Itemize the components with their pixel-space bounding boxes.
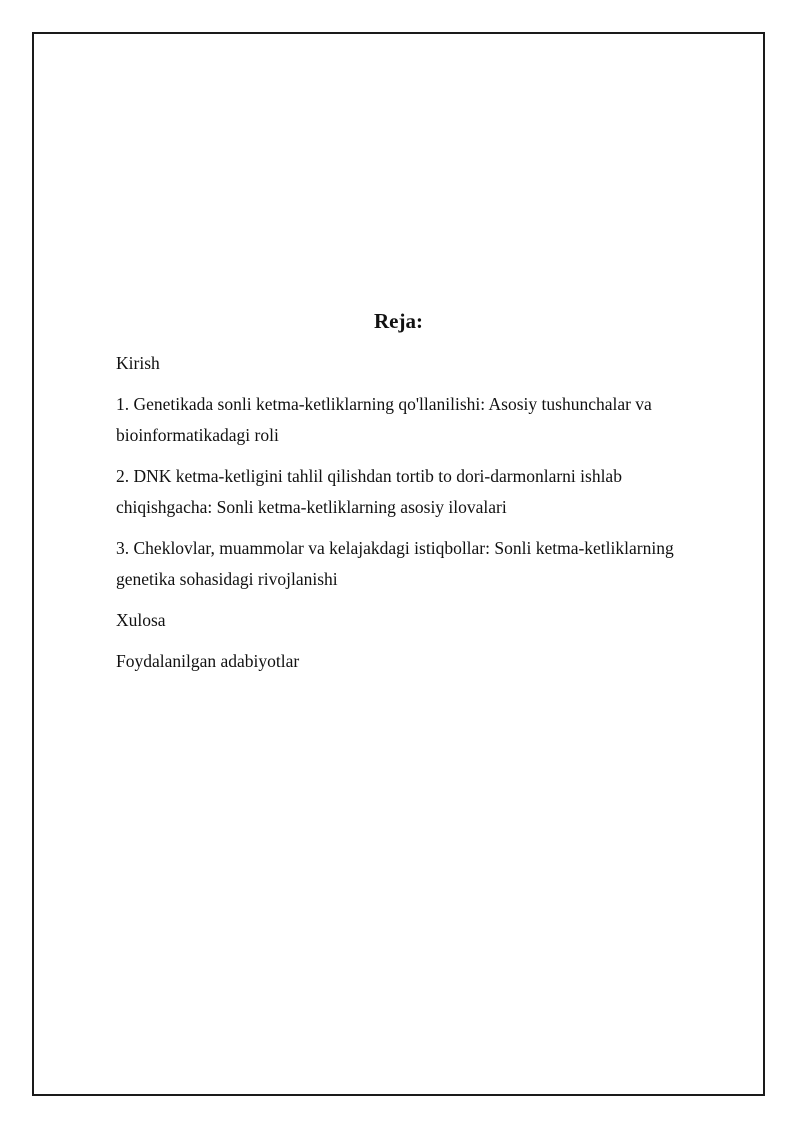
toc-item-section-2 — [116, 461, 736, 523]
page-title: Reja: — [374, 309, 423, 333]
toc-item-references: Foydalanilgan adabiyotlar — [116, 651, 300, 671]
toc-item-section-3-line-2: genetika sohasidagi rivojlanishi — [116, 569, 338, 589]
toc-item-section-2-line-1: 2. DNK ketma-ketligini tahlil qilishdan tortib to dori-darmonlarni ishlab — [116, 466, 622, 486]
toc-item-conclusion: Xulosa — [116, 610, 166, 630]
toc-item-section-1 — [116, 389, 736, 451]
toc-item-section-2-line-2: chiqishgacha: Sonli ketma-ketliklarning asosiy ilovalari — [116, 497, 507, 517]
toc-item-section-3 — [116, 533, 736, 595]
toc-item-introduction: Kirish — [116, 353, 160, 373]
page-frame — [32, 32, 765, 1096]
toc-item-section-1-line-2: bioinformatikadagi roli — [116, 425, 279, 445]
table-of-contents — [116, 348, 736, 687]
toc-item-section-1-line-1: 1. Genetikada sonli ketma-ketliklarning qo'llanilishi: Asosiy tushunchalar va — [116, 394, 652, 414]
toc-item-section-3-line-1: 3. Cheklovlar, muammolar va kelajakdagi istiqbollar: Sonli ketma-ketliklarning — [116, 538, 674, 558]
